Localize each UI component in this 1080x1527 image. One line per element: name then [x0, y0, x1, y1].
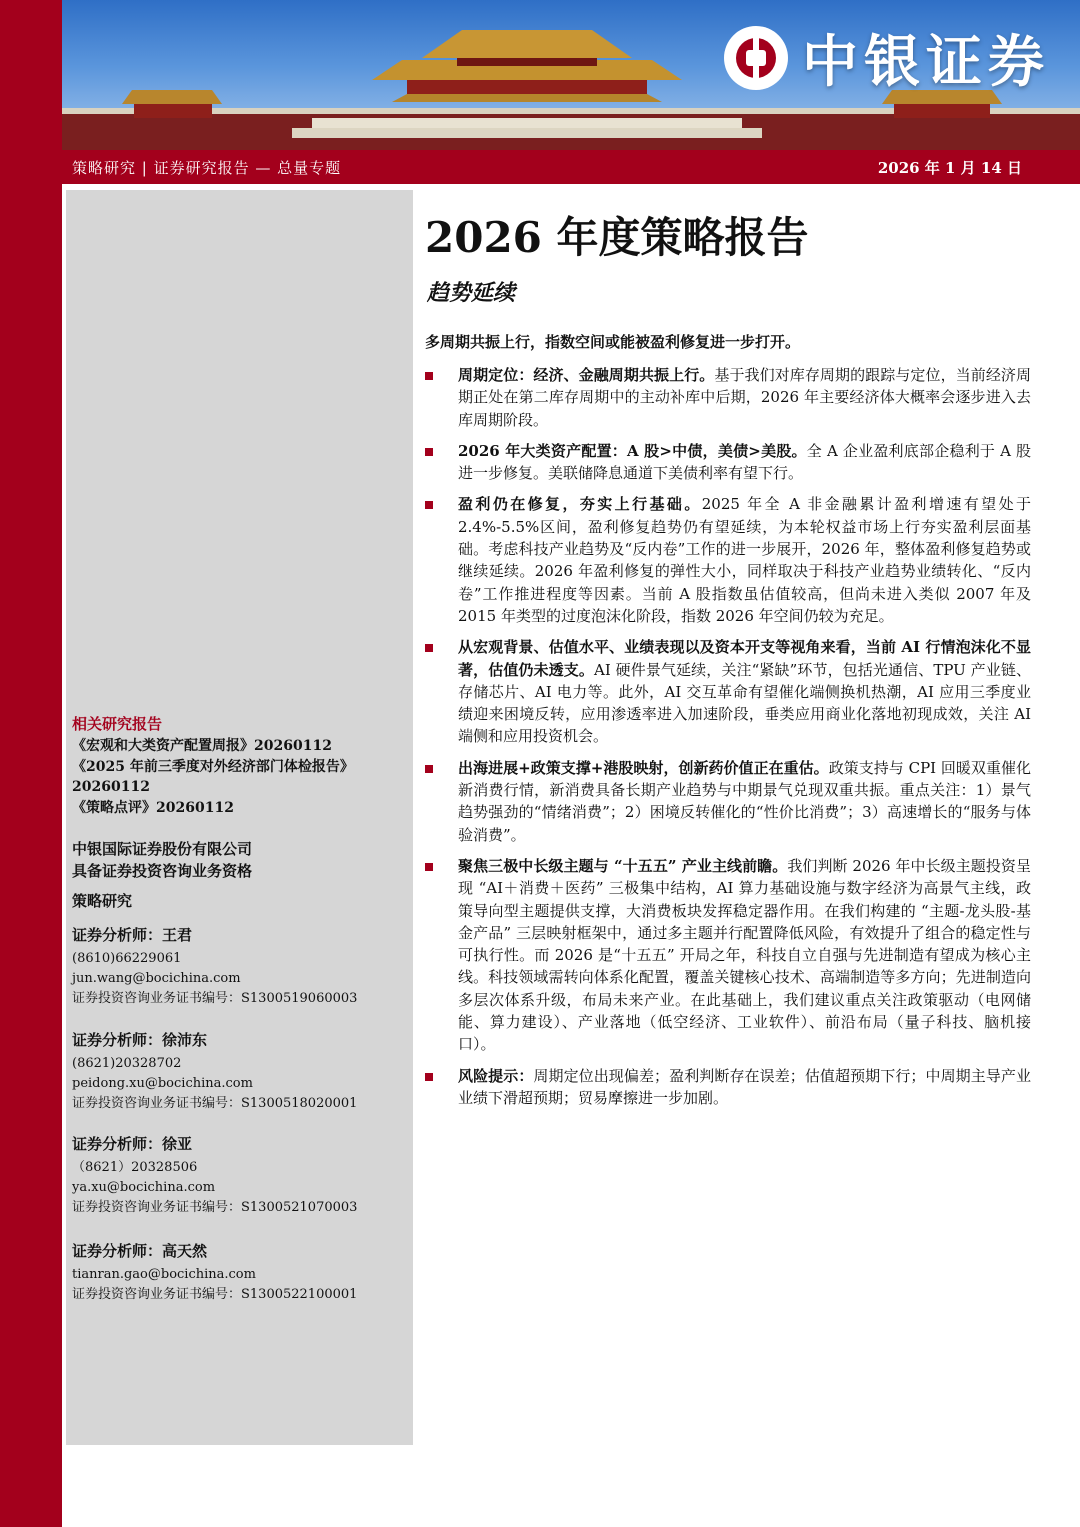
- analyst-phone: (8610)66229061: [72, 951, 182, 966]
- bullet-square-icon: [425, 501, 433, 509]
- analyst-cert: 证券投资咨询业务证书编号：S1300522100001: [72, 1287, 358, 1302]
- analyst-name: 证券分析师：高天然: [72, 1242, 208, 1260]
- key-point: [423, 364, 1031, 431]
- analyst-cert: 证券投资咨询业务证书编号：S1300518020001: [72, 1096, 358, 1111]
- key-point-text: 政策支持与 CPI 回暖双重催化新消费行情，新消费具备长期产业趋势与中期景气兑现双重共振。重点关注：1）景气趋势强劲的“情绪消费”；2）困境反转催化的“性价比消费”；3）高速增长的“服务与体验消费”。: [458, 758, 1031, 844]
- bullet-square-icon: [425, 448, 433, 456]
- analyst-name: 证券分析师：徐沛东: [72, 1031, 208, 1049]
- analyst-email[interactable]: tianran.gao@bocichina.com: [72, 1267, 256, 1282]
- header-banner: [62, 0, 1080, 150]
- report-summary: 多周期共振上行，指数空间或能被盈利修复进一步打开。: [425, 333, 801, 351]
- key-point: [423, 757, 1031, 846]
- related-reports-list: [72, 736, 407, 819]
- key-point: [423, 440, 1031, 485]
- key-point-text: 周期定位出现偏差；盈利判断存在误差；估值超预期下行；中周期主导产业业绩下滑超预期；贸易摩擦进一步加剧。: [458, 1066, 1031, 1107]
- key-point-lead: 从宏观背景、估值水平、业绩表现以及资本开支等视角来看，当前 AI 行情泡沫化不显著，估值仍未透支。: [458, 638, 1031, 679]
- analyst-name: 证券分析师：徐亚: [72, 1135, 193, 1153]
- analyst-block: [72, 1030, 357, 1114]
- key-points-list: [423, 364, 1031, 1118]
- analyst-email[interactable]: ya.xu@bocichina.com: [72, 1180, 216, 1195]
- key-point-lead: 2026 年大类资产配置：A 股>中债，美债>美股。: [458, 441, 807, 460]
- bullet-square-icon: [425, 765, 433, 773]
- boc-logo-icon: [724, 26, 788, 90]
- key-point: [423, 1065, 1031, 1110]
- analyst-block: [72, 1134, 357, 1218]
- related-report-item[interactable]: 《宏观和大类资产配置周报》20260112: [72, 738, 332, 754]
- analyst-cert: 证券投资咨询业务证书编号：S1300521070003: [72, 1200, 358, 1215]
- key-point: [423, 636, 1031, 747]
- bullet-square-icon: [425, 372, 433, 380]
- department-label: 策略研究: [72, 892, 133, 910]
- bullet-square-icon: [425, 1073, 433, 1081]
- report-subtitle: 趋势延续: [427, 280, 516, 306]
- report-meta-bar: [62, 150, 1080, 184]
- analyst-block: [72, 1241, 357, 1305]
- key-point-text: 我们判断 2026 年中长级主题投资呈现 “AI＋消费＋医药” 三极集中结构，AI 算力基础设施与数字经济为高景气主线，政策导向型主题提供支撑，大消费板块发挥稳定器作用。在我们构建的 “主题-龙头股-基金产品” 三层映射框架中，通过多主题并行配置降低风险，有效提升了组合的稳定性与可执行性。而 2026 是“十五五” 开局之年，科技自立自强与先进制造有望成为核心主线。科技领域需转向体系化配置，覆盖关键核心技术、高端制造等多方向；先进制造向多层次体系升级，布局未来产业。在此基础上，我们建议重点关注政策驱动（电网储能、算力建设）、产业落地（低空经济、工业软件）、前沿布局（量子科技、脑机接口）。: [458, 856, 1031, 1054]
- report-category: 策略研究 | 证券研究报告 — 总量专题: [72, 159, 342, 177]
- analyst-cert: 证券投资咨询业务证书编号：S1300519060003: [72, 991, 358, 1006]
- company-qualification: 具备证券投资咨询业务资格: [72, 862, 253, 880]
- brand-logo: [724, 18, 1050, 98]
- key-point-lead: 聚焦三极中长级主题与 “十五五” 产业主线前瞻。: [458, 856, 788, 875]
- bullet-square-icon: [425, 644, 433, 652]
- key-point-lead: 出海进展+政策支撑+港股映射，创新药价值正在重估。: [458, 758, 829, 777]
- analyst-email[interactable]: jun.wang@bocichina.com: [72, 971, 241, 986]
- key-point: [423, 493, 1031, 627]
- analyst-phone: (8621)20328702: [72, 1056, 182, 1071]
- report-title: 2026 年度策略报告: [425, 213, 809, 262]
- analyst-name: 证券分析师：王君: [72, 926, 193, 944]
- key-point-lead: 周期定位：经济、金融周期共振上行。: [458, 366, 715, 384]
- left-accent-bar: [0, 0, 62, 1527]
- key-point-text: 2025 年全 A 非金融累计盈利增速有望处于 2.4%-5.5%区间，盈利修复趋势仍有望延续，为本轮权益市场上行夯实盈利层面基础。考虑科技产业趋势及“反内卷”工作的进一步展开，2026 年，整体盈利修复趋势或继续延续。2026 年盈利修复的弹性大小，同样取决于科技产业趋势业绩转化、“反内卷”工作推进程度等因素。当前 A 股指数虽估值较高，但尚未进入类似 2007 年及 2015 年类型的过度泡沫化阶段，指数 2026 年空间仍较为充足。: [458, 495, 1031, 625]
- report-date: 2026 年 1 月 14 日: [877, 159, 1022, 177]
- key-point-text: AI 硬件景气延续，关注“紧缺”环节，包括光通信、TPU 产业链、存储芯片、AI 电力等。此外，AI 交互革命有望催化端侧换机热潮，AI 应用三季度业绩迎来困境反转，应用渗透率进入加速阶段，垂类应用商业化落地初现成效，关注 AI 端侧和应用投资机会。: [458, 660, 1031, 746]
- key-point-text: 全 A 企业盈利底部企稳利于 A 股进一步修复。美联储降息通道下美债利率有望下行。: [458, 441, 1031, 483]
- brand-name: 中银证券: [802, 30, 1050, 95]
- analyst-block: [72, 925, 357, 1009]
- bullet-square-icon: [425, 863, 433, 871]
- related-report-item[interactable]: 《策略点评》20260112: [72, 800, 234, 817]
- related-report-item[interactable]: 《2025 年前三季度对外经济部门体检报告》20260112: [72, 758, 354, 796]
- key-point-text: 基于我们对库存周期的跟踪与定位，当前经济周期正处在第二库存周期中的主动补库中后期，2026 年主要经济体大概率会逐步进入去库周期阶段。: [458, 366, 1031, 429]
- analyst-phone: （8621）20328506: [72, 1160, 198, 1175]
- key-point-lead: 盈利仍在修复，夯实上行基础。: [458, 495, 702, 514]
- key-point: [423, 855, 1031, 1056]
- company-info: [72, 838, 252, 882]
- related-reports-title: 相关研究报告: [72, 715, 163, 733]
- key-point-lead: 风险提示：: [458, 1066, 534, 1085]
- company-name: 中银国际证券股份有限公司: [72, 840, 253, 858]
- analyst-email[interactable]: peidong.xu@bocichina.com: [72, 1076, 253, 1091]
